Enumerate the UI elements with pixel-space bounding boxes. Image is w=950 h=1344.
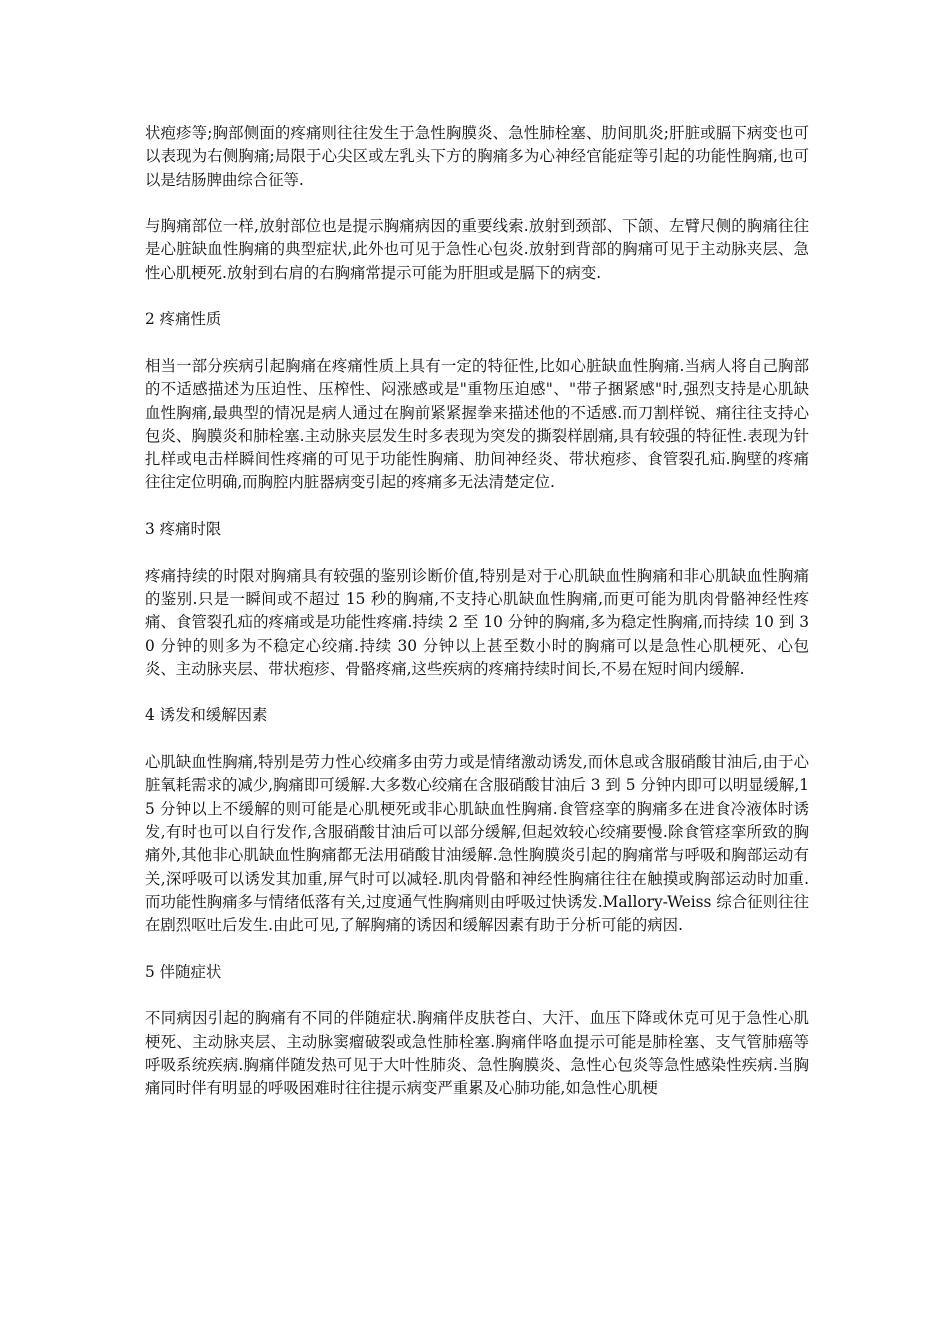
paragraph-chest-side-pain: 状疱疹等;胸部侧面的疼痛则往往发生于急性胸膜炎、急性肺栓塞、肋间肌炎;肝脏或膈下病变也可以表现为右侧胸痛;局限于心尖区或左乳头下方的胸痛多为心神经官能症等引起的功能性胸痛,也可以是结肠脾曲综合征等. <box>145 124 810 189</box>
paragraph-triggers: 心肌缺血性胸痛,特别是劳力性心绞痛多由劳力或是情绪激动诱发,而休息或含服硝酸甘油后,由于心脏氧耗需求的减少,胸痛即可缓解.大多数心绞痛在含服硝酸甘油后 3 到 5 分钟内即可以明显缓解,15 分钟以上不缓解的则可能是心肌梗死或非心肌缺血性胸痛.食管痉挛的胸痛多在进食冷液体时诱发,有时也可以自行发作,含服硝酸甘油后可以部分缓解,但起效较心绞痛要慢.除食管痉挛所致的胸痛外,其他非心肌缺血性胸痛都无法用硝酸甘油缓解.急性胸膜炎引起的胸痛常与呼吸和胸部运动有关,深呼吸可以诱发其加重,屏气时可以减轻.肌肉骨骼和神经性胸痛往往在触摸或胸部运动时加重.而功能性胸痛多与情绪低落有关,过度通气性胸痛则由呼吸过快诱发.Mallory-Weiss 综合征则往往在剧烈呕吐后发生.由此可见,了解胸痛的诱因和缓解因素有助于分析可能的病因. <box>145 753 809 935</box>
paragraph-pain-duration: 疼痛持续的时限对胸痛具有较强的鉴别诊断价值,特别是对于心肌缺血性胸痛和非心肌缺血性胸痛的鉴别.只是一瞬间或不超过 15 秒的胸痛,不支持心肌缺血性胸痛,而更可能为肌肉骨骼神经性疼痛、食管裂孔疝的疼痛或是功能性疼痛.持续 2 至 10 分钟的胸痛,多为稳定性胸痛,而持续 10 到 30 分钟的则多为不稳定心绞痛.持续 30 分钟以上甚至数小时的胸痛可以是急性心肌梗死、心包炎、主动脉夹层、带状疱疹、骨骼疼痛,这些疾病的疼痛持续时间长,不易在短时间内缓解. <box>145 566 809 678</box>
section-heading-pain-nature: 2 疼痛性质 <box>145 310 222 329</box>
paragraph-pain-nature: 相当一部分疾病引起胸痛在疼痛性质上具有一定的特征性,比如心脏缺血性胸痛.当病人将自己胸部的不适感描述为压迫性、压榨性、闷涨感或是"重物压迫感"、"带子捆紧感"时,强烈支持是心肌缺血性胸痛,最典型的情况是病人通过在胸前紧紧握拳来描述他的不适感.而刀割样锐、痛往往支持心包炎、胸膜炎和肺栓塞.主动脉夹层发生时多表现为突发的撕裂样剧痛,具有较强的特征性.表现为针扎样或电击样瞬间性疼痛的可见于功能性胸痛、肋间神经炎、带状疱疹、食管裂孔疝.胸壁的疼痛往往定位明确,而胸腔内脏器病变引起的疼痛多无法清楚定位. <box>145 356 809 492</box>
section-heading-triggers: 4 诱发和缓解因素 <box>145 706 268 725</box>
section-heading-pain-duration: 3 疼痛时限 <box>145 520 222 539</box>
section-heading-symptoms: 5 伴随症状 <box>145 962 222 981</box>
document-body <box>145 122 809 1124</box>
paragraph-radiation-site: 与胸痛部位一样,放射部位也是提示胸痛病因的重要线索.放射到颈部、下颌、左臂尺侧的胸痛往往是心脏缺血性胸痛的典型症状,此外也可见于急性心包炎.放射到背部的胸痛可见于主动脉夹层、急性心肌梗死.放射到右肩的右胸痛常提示可能为肝胆或是膈下的病变. <box>145 217 809 282</box>
paragraph-symptoms: 不同病因引起的胸痛有不同的伴随症状.胸痛伴皮肤苍白、大汗、血压下降或休克可见于急性心肌梗死、主动脉夹层、主动脉窦瘤破裂或急性肺栓塞.胸痛伴咯血提示可能是肺栓塞、支气管肺癌等呼吸系统疾病.胸痛伴随发热可见于大叶性肺炎、急性胸膜炎、急性心包炎等急性感染性疾病.当胸痛同时伴有明显的呼吸困难时往往提示病变严重累及心肺功能,如急性心肌梗 <box>145 1009 809 1098</box>
